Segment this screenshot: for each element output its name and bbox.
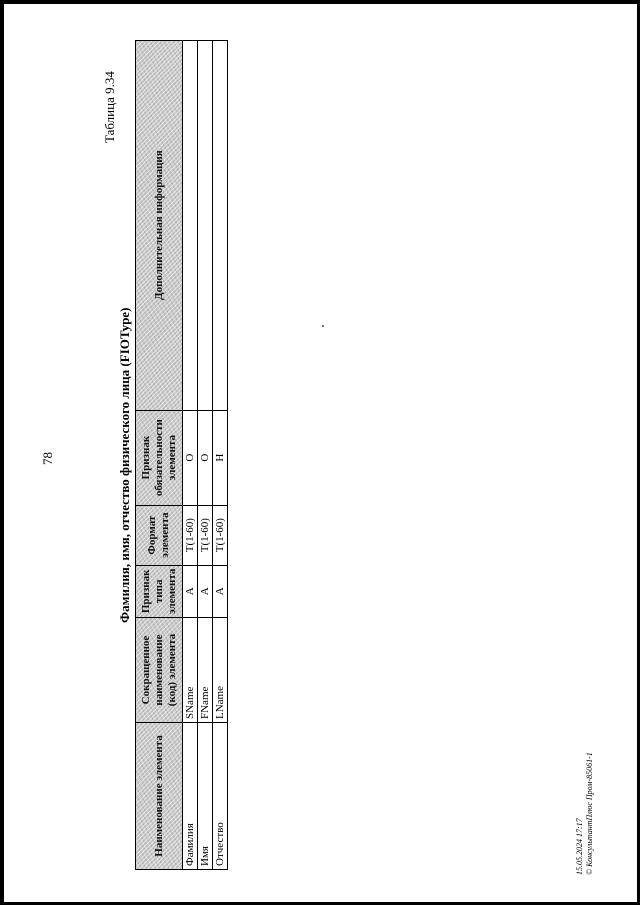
cell-info xyxy=(213,40,228,410)
header-additional-info: Дополнительная информация xyxy=(136,40,183,410)
scan-speck xyxy=(322,325,324,327)
cell-info xyxy=(198,40,213,410)
footer-stamp xyxy=(575,752,595,875)
cell-code: FName xyxy=(198,618,213,723)
table-row xyxy=(198,40,213,869)
page-number: 78 xyxy=(40,452,55,465)
header-element-code: Сокращенное наименование (код) элемента xyxy=(136,618,183,723)
header-element-type: Признак типа элемента xyxy=(136,565,183,617)
cell-name: Имя xyxy=(198,723,213,870)
header-element-name: Наименование элемента xyxy=(136,723,183,870)
cell-type: А xyxy=(183,565,198,617)
table-header-row xyxy=(136,40,183,869)
cell-format: T(1-60) xyxy=(183,505,198,565)
cell-format: T(1-60) xyxy=(198,505,213,565)
table-row xyxy=(213,40,228,869)
header-element-format: Формат элемента xyxy=(136,505,183,565)
cell-name: Отчество xyxy=(213,723,228,870)
cell-type: А xyxy=(198,565,213,617)
cell-name: Фамилия xyxy=(183,723,198,870)
stamp-source: © КонсультантПлюс Пром-85061-1 xyxy=(585,752,594,875)
table-number: Таблица 9.34 xyxy=(102,71,117,143)
table-title: Фамилия, имя, отчество физического лица (FIOType) xyxy=(117,307,132,623)
cell-required: О xyxy=(183,410,198,505)
header-element-required: Признак обязательности элемента xyxy=(136,410,183,505)
cell-type: А xyxy=(213,565,228,617)
cell-required: Н xyxy=(213,410,228,505)
table-row xyxy=(183,40,198,869)
cell-info xyxy=(183,40,198,410)
cell-format: T(1-60) xyxy=(213,505,228,565)
fio-table xyxy=(135,40,228,870)
cell-code: SName xyxy=(183,618,198,723)
stamp-date: 15.05.2024 17:17 xyxy=(575,818,584,875)
cell-required: О xyxy=(198,410,213,505)
cell-code: LName xyxy=(213,618,228,723)
